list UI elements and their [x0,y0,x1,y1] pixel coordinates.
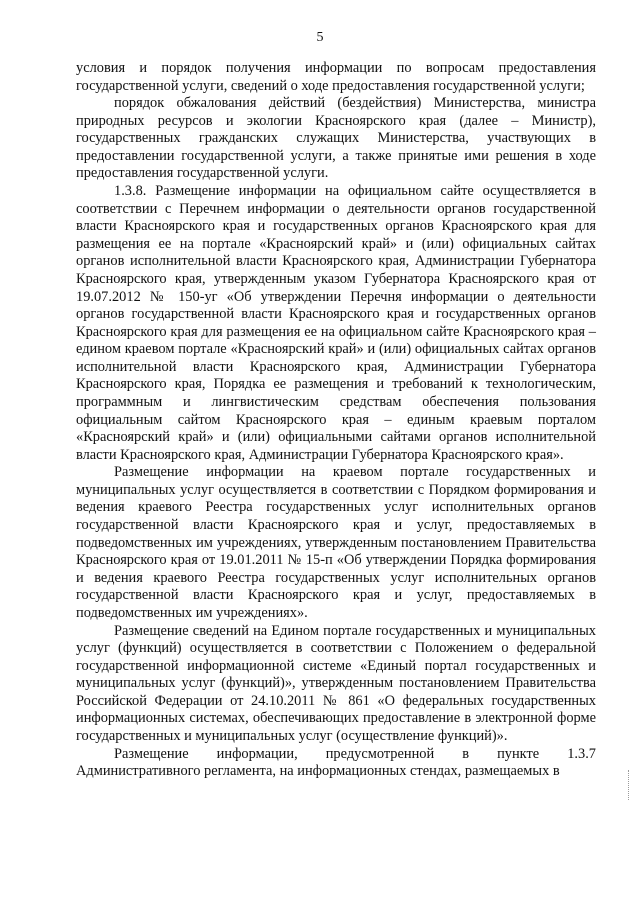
paragraph-regional-portal: Размещение информации на краевом портале государственных и муниципальных услуг осуществляется в соответствии с Порядком формирования и ведения краевого Реестра государственных услуг исполнительных органов государственной власти Красноярского края и услуг, предоставляемых в подведомственных им учреждениях, утвержденным постановлением Правительства Красноярского края от 19.01.2011 № 15-п «Об утверждении Порядка формирования и ведения краевого Реестра государственных услуг исполнительных органов государственной власти Красноярского края и услуг, предоставляемых в подведомственных им учреждениях». [76,464,596,621]
paragraph-info-conditions: условия и порядок получения информации по вопросам предоставления государственной услуги, сведений о ходе предоставления государственной услуги; [76,60,596,94]
scan-edge-mark [628,770,632,800]
page-number: 5 [316,30,324,45]
paragraph-info-stands: Размещение информации, предусмотренной в пункте 1.3.7 Административного регламента, на информационных стендах, размещаемых в [76,745,596,780]
body-text [76,60,596,781]
paragraph-1-3-8-official-site: 1.3.8. Размещение информации на официальном сайте осуществляется в соответствии с Перечнем информации о деятельности органов государственной власти Красноярского края и государственных органов Красноярского края для размещения ее на портале «Красноярский край» и (или) официальных сайтах органов исполнительной власти Красноярского края, Администрации Губернатора Красноярского края, утвержденным указом Губернатора Красноярского края от 19.07.2012 № 150-уг «Об утверждении Перечня информации о деятельности органов государственной власти Красноярского края и государственных органов Красноярского края для размещения ее на официальном сайте Красноярского края – едином краевом портале «Красноярский край» и (или) официальных сайтах органов исполнительной власти Красноярского края, Администрации Губернатора Красноярского края, Порядка ее размещения и требований к технологическим, программным и лингвистическим средствам обеспечения пользования официальным сайтом Красноярского края – единым краевым порталом «Красноярский край» и (или) официальными сайтами органов исполнительной власти Красноярского края, Администрации Губернатора Красноярского края». [76,183,596,463]
paragraph-appeal-procedure: порядок обжалования действий (бездействия) Министерства, министра природных ресурсов и экологии Красноярского края (далее – Министр), государственных гражданских служащих Министерства, участвующих в предоставлении государственной услуги, а также принятые ими решения в ходе предоставления государственной услуги. [76,95,596,182]
paragraph-unified-portal: Размещение сведений на Едином портале государственных и муниципальных услуг (функций) осуществляется в соответствии с Положением о федеральной государственной информационной системе «Единый портал государственных и муниципальных услуг (функций)», утвержденным постановлением Правительства Российской Федерации от 24.10.2011 № 861 «О федеральных государственных информационных системах, обеспечивающих предоставление в электронной форме государственных и муниципальных услуг (осуществление функций)». [76,622,596,744]
